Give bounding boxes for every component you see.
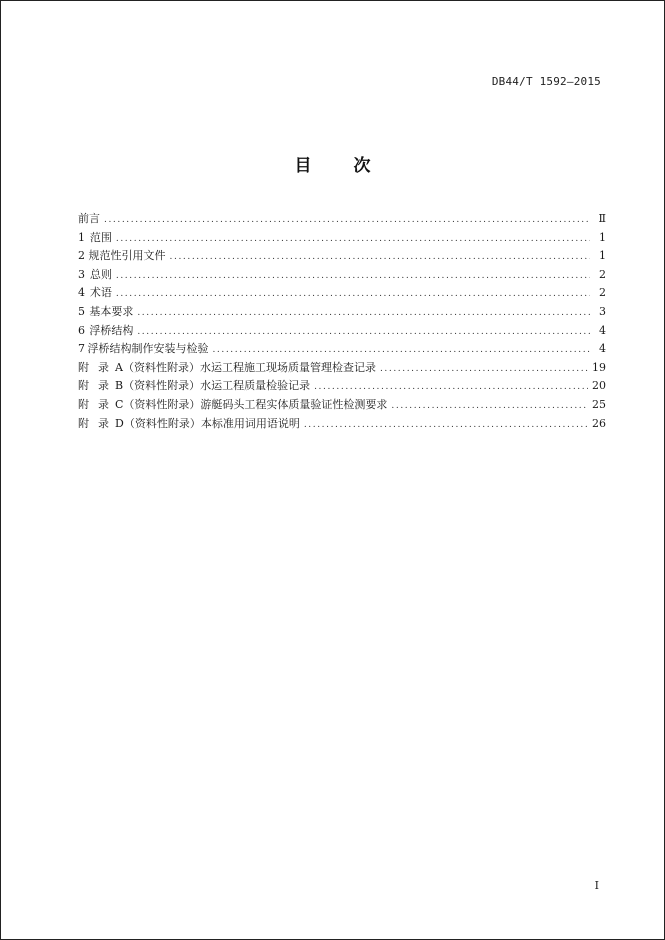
dot-leader bbox=[137, 323, 590, 341]
toc-appendix-a[interactable] bbox=[78, 359, 606, 378]
dot-leader bbox=[170, 248, 590, 266]
toc-entry-page: 25 bbox=[592, 397, 606, 411]
toc-entry-number: 3 bbox=[78, 267, 85, 281]
dot-leader bbox=[116, 285, 590, 303]
title-char-2: 次 bbox=[353, 156, 371, 176]
toc-entry-5[interactable] bbox=[78, 303, 606, 322]
appendix-type: （资料性附录） bbox=[123, 416, 201, 430]
dot-leader bbox=[116, 230, 590, 248]
toc-entry-number: 1 bbox=[78, 230, 85, 244]
dot-leader bbox=[391, 397, 588, 415]
dot-leader bbox=[104, 211, 590, 229]
toc-entry-3[interactable] bbox=[78, 266, 606, 285]
toc-entry-title: 浮桥结构制作安装与检验 bbox=[87, 342, 209, 356]
toc-entry-page: 2 bbox=[599, 267, 606, 281]
toc-entry-title: 游艇码头工程实体质量验证性检测要求 bbox=[200, 397, 388, 411]
toc-entry-number: 4 bbox=[78, 286, 85, 300]
dot-leader bbox=[304, 416, 588, 434]
appendix-label: 附 录 D bbox=[78, 416, 124, 430]
toc-entry-number: 6 bbox=[78, 323, 85, 337]
page-title bbox=[1, 151, 664, 176]
dot-leader bbox=[212, 341, 590, 359]
toc-entry-page: 1 bbox=[599, 230, 606, 244]
toc-entry-page: 1 bbox=[599, 249, 606, 263]
toc-entry-number: 2 bbox=[78, 249, 85, 263]
toc-entry-title: 基本要求 bbox=[89, 304, 134, 318]
dot-leader bbox=[380, 360, 588, 378]
toc-entry-page: 4 bbox=[599, 323, 606, 337]
dot-leader bbox=[137, 304, 590, 322]
toc-entry-page: 2 bbox=[599, 286, 606, 300]
dot-leader bbox=[314, 378, 588, 396]
toc-entry-number: 7 bbox=[78, 342, 85, 356]
toc-entry-page: 19 bbox=[592, 360, 606, 374]
toc-entry-title: 前言 bbox=[78, 212, 100, 225]
appendix-label: 附 录 C bbox=[78, 397, 124, 411]
toc-entry-number: 5 bbox=[78, 304, 85, 318]
appendix-label: 附 录 B bbox=[78, 379, 124, 393]
title-char-1: 目 bbox=[294, 156, 312, 176]
toc-entry-title: 规范性引用文件 bbox=[88, 249, 166, 263]
toc-entry-foreword[interactable] bbox=[78, 210, 606, 229]
standard-code: DB44/T 1592—2015 bbox=[491, 75, 601, 88]
toc-entry-page: 3 bbox=[599, 304, 606, 318]
toc-entry-2[interactable] bbox=[78, 247, 606, 266]
toc-appendix-b[interactable] bbox=[78, 377, 606, 396]
toc-entry-4[interactable] bbox=[78, 284, 606, 303]
toc-entry-title: 范围 bbox=[89, 230, 112, 244]
toc-entry-title: 术语 bbox=[89, 286, 112, 300]
appendix-type: （资料性附录） bbox=[123, 379, 201, 393]
toc-entry-title: 总则 bbox=[89, 267, 112, 281]
toc-entry-6[interactable] bbox=[78, 322, 606, 341]
appendix-label: 附 录 A bbox=[78, 360, 123, 374]
toc-appendix-d[interactable] bbox=[78, 415, 606, 434]
dot-leader bbox=[116, 267, 590, 285]
toc-entry-1[interactable] bbox=[78, 229, 606, 248]
toc-entry-page: 26 bbox=[592, 416, 606, 430]
toc-entry-title: 本标准用词用语说明 bbox=[200, 416, 300, 430]
toc-entry-page: Ⅱ bbox=[598, 212, 606, 225]
page-number: I bbox=[594, 879, 599, 892]
toc-entry-page: 20 bbox=[592, 379, 606, 393]
appendix-type: （资料性附录） bbox=[123, 397, 201, 411]
toc-entry-title: 水运工程质量检验记录 bbox=[200, 379, 311, 393]
toc-entry-7[interactable] bbox=[78, 340, 606, 359]
toc-entry-page: 4 bbox=[599, 342, 606, 356]
table-of-contents bbox=[78, 210, 606, 433]
toc-entry-title: 浮桥结构 bbox=[89, 323, 134, 337]
toc-entry-title: 水运工程施工现场质量管理检查记录 bbox=[199, 360, 376, 374]
appendix-type: （资料性附录） bbox=[122, 360, 200, 374]
toc-appendix-c[interactable] bbox=[78, 396, 606, 415]
